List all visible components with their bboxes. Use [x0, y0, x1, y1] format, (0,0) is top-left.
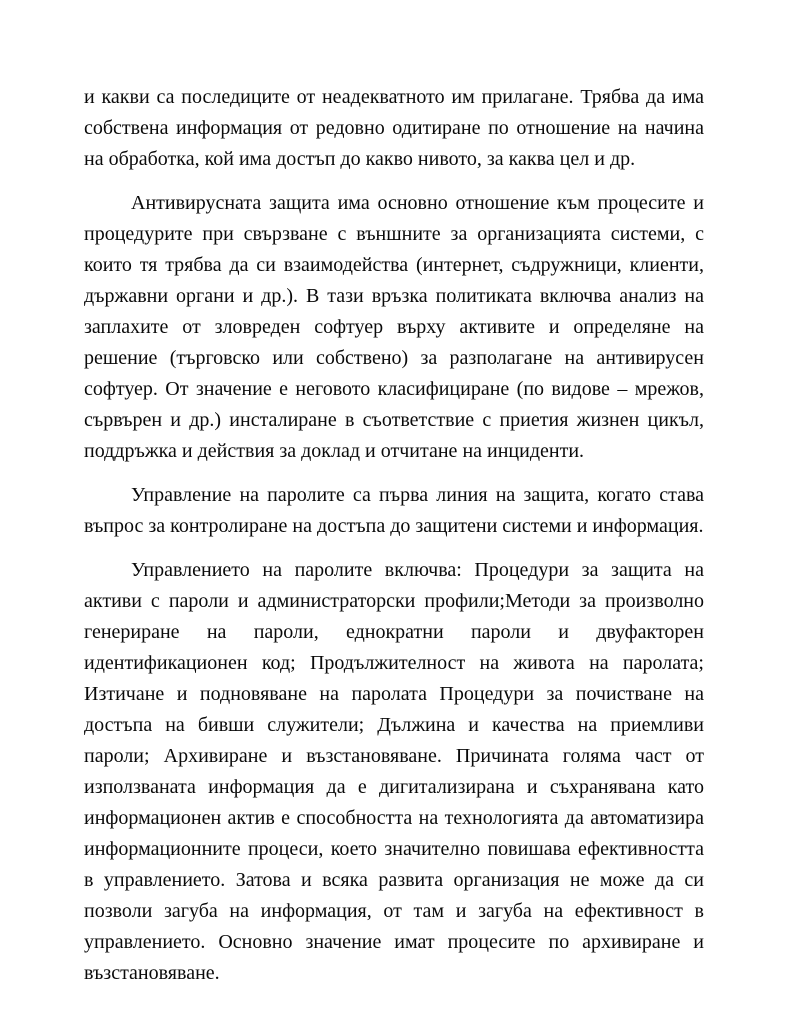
paragraph: Антивирусната защита има основно отношение към процесите и процедурите при свързване с външните за организацията системи, с които тя трябва да си взаимодейства (интернет, съдружници, клиенти, държавни органи и др.). В тази връзка политиката включва анализ на заплахите от зловреден софтуер върху активите и определяне на решение (търговско или собствено) за разполагане на антивирусен софтуер. От значение е неговото класифициране (по видове – мрежов, сървърен и др.) инсталиране в съответствие с приетия жизнен цикъл, поддръжка и действия за доклад и отчитане на инциденти.	[84, 192, 704, 462]
paragraph: Управление на паролите са първа линия на защита, когато става въпрос за контролиране на достъпа до защитени системи и информация.	[84, 484, 704, 537]
paragraph: и какви са последиците от неадекватното им прилагане. Трябва да има собствена информация от редовно одитиране по отношение на начина на обработка, кой има достъп до какво нивото, за каква цел и др.	[84, 86, 704, 170]
paragraph: Управлението на паролите включва: Процедури за защита на активи с пароли и администраторски профили;Методи за произволно генериране на пароли, еднократни пароли и двуфакторен идентификационен код; Продължителност на живота на паролата; Изтичане и подновяване на паролата Процедури за почистване на достъпа на бивши служители; Дължина и качества на приемливи пароли; Архивиране и възстановяване. Причината голяма част от използваната информация да е дигитализирана и съхранявана като информационен актив е способността на технологията да автоматизира информационните процеси, което значително повишава ефективността в управлението. Затова и всяка развита организация не може да си позволи загуба на информация, от там и загуба на ефективност в управлението. Основно значение имат процесите по архивиране и възстановяване.	[84, 559, 704, 984]
document-text-block	[84, 82, 704, 1002]
